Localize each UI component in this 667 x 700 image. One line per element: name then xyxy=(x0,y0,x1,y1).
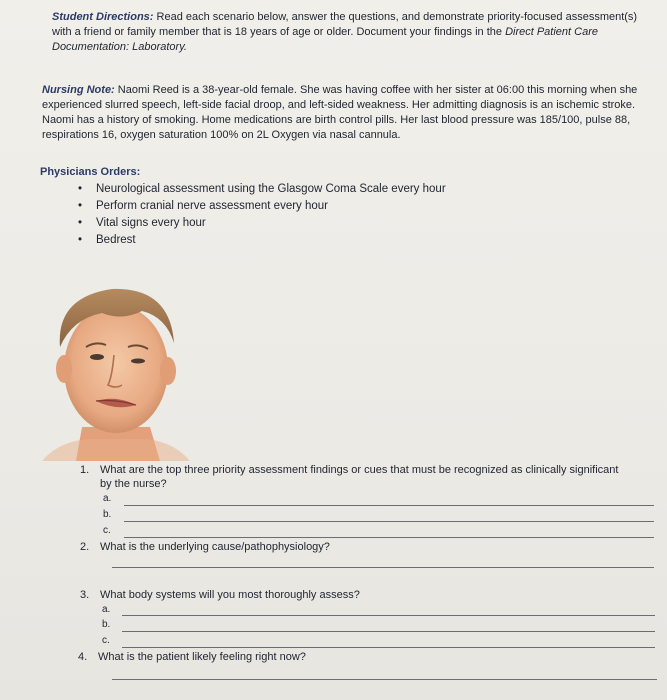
order-item: • Neurological assessment using the Glasgow Coma Scale every hour xyxy=(78,181,446,198)
documentation-reference: Direct Patient Care Documentation: Laboratory. xyxy=(52,26,598,53)
answer-line[interactable] xyxy=(124,505,654,506)
question-text: What is the underlying cause/pathophysiology? xyxy=(100,541,330,553)
order-item: • Vital signs every hour xyxy=(78,215,446,232)
question-text: What is the patient likely feeling right now? xyxy=(98,651,306,663)
question-text: What are the top three priority assessment findings or cues that must be recognized as clinically significant by the nurse? xyxy=(100,464,619,490)
order-item: • Bedrest xyxy=(78,232,446,249)
student-directions xyxy=(52,10,652,55)
answer-line[interactable] xyxy=(122,647,655,648)
nursing-note-text: Naomi Reed is a 38-year-old female. She was having coffee with her sister at 06:00 this morning when she experienced slurred speech, left-side facial droop, and left-sided weakness. Her admitting diagnosis is an ischemic stroke. Naomi has a history of smoking. Home medications are birth control pills. Her last blood pressure was 185/100, pulse 88, respirations 16, oxygen saturation 100% on 2L Oxygen via nasal cannula. xyxy=(42,84,638,141)
answer-line[interactable] xyxy=(122,615,655,616)
answer-line[interactable] xyxy=(112,567,654,568)
question-number: 2. xyxy=(80,541,90,553)
answer-label: b. xyxy=(102,619,111,630)
answer-label: a. xyxy=(102,604,111,615)
question-number: 3. xyxy=(80,589,90,601)
answer-line[interactable] xyxy=(124,537,654,538)
directions-text: Read each scenario below, answer the questions, and demonstrate priority-focused assessment(s) with a friend or family member that is 18 years of age or older. Document your findings in the xyxy=(52,11,638,38)
answer-label: c. xyxy=(103,525,111,536)
answer-line[interactable] xyxy=(112,679,657,680)
answer-line[interactable] xyxy=(124,521,654,522)
answer-label: c. xyxy=(102,635,110,646)
facial-droop-illustration xyxy=(42,277,190,461)
answer-label: b. xyxy=(103,509,112,520)
answer-label: a. xyxy=(103,493,112,504)
question-number: 4. xyxy=(78,651,88,663)
physicians-orders-heading: Physicians Orders: xyxy=(40,166,141,178)
question-number: 1. xyxy=(80,464,90,476)
answer-line[interactable] xyxy=(122,631,655,632)
physicians-orders-list xyxy=(78,181,446,249)
question-text: What body systems will you most thoroughly assess? xyxy=(100,589,360,601)
order-item: • Perform cranial nerve assessment every hour xyxy=(78,198,446,215)
directions-label: Student Directions: xyxy=(52,11,154,23)
nursing-note-label: Nursing Note: xyxy=(42,84,115,96)
nursing-note xyxy=(42,83,642,143)
